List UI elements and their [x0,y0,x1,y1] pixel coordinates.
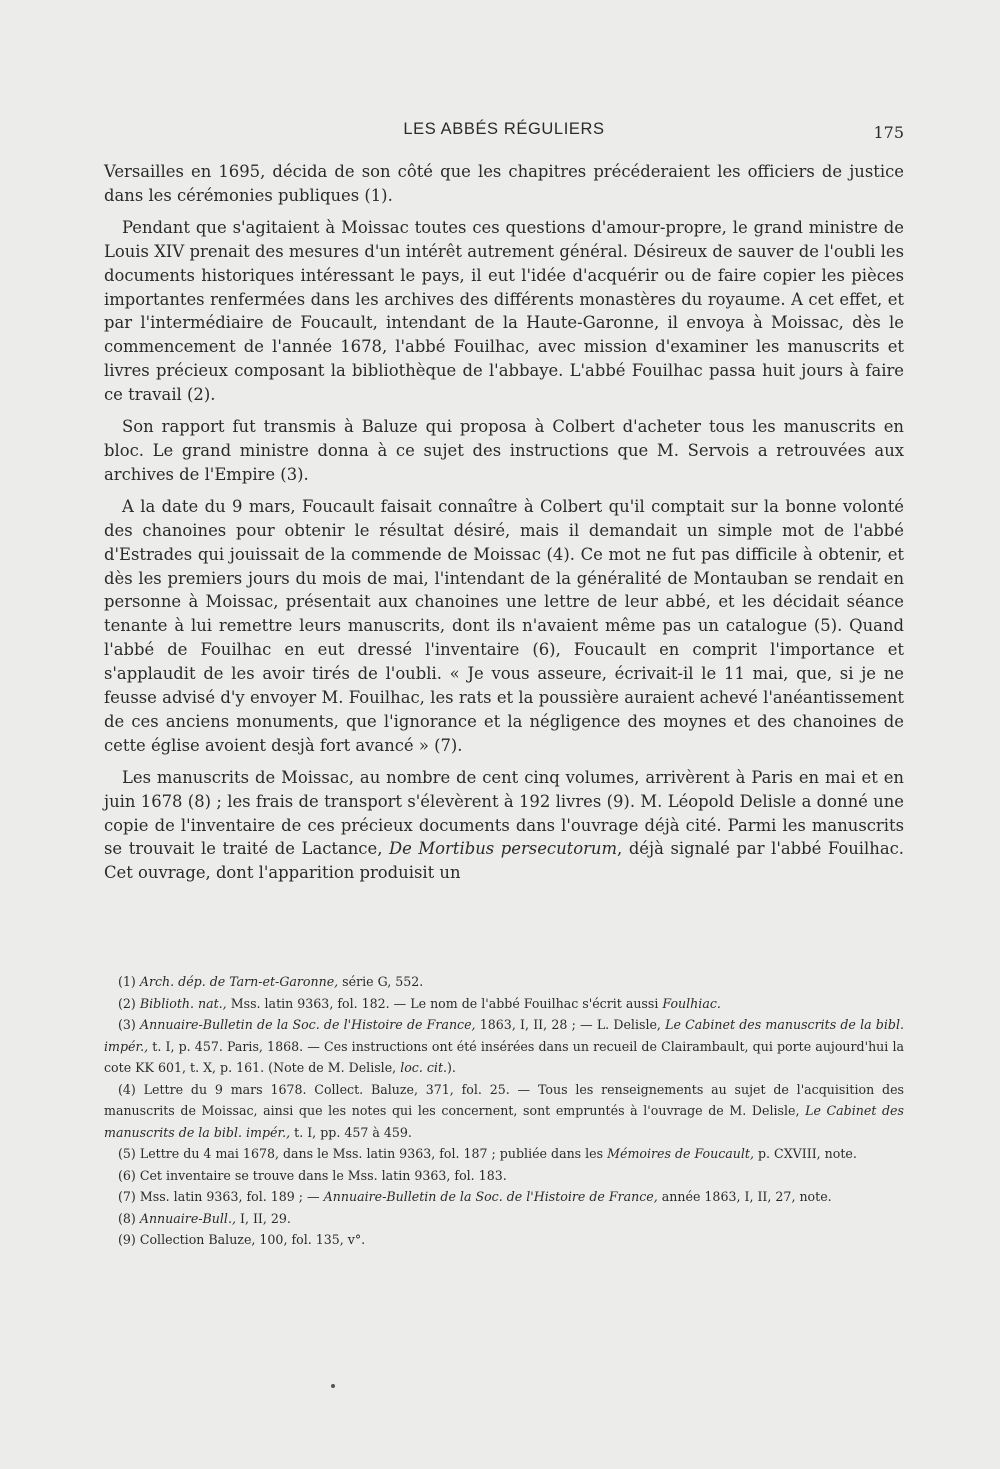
footnote-italic-text: Foulhiac. [662,995,721,1011]
footnote-text: (2) [118,995,140,1011]
footnote-italic-text: loc. cit. [400,1060,448,1075]
footnote-text: (7) Mss. latin 9363, fol. 189 ; — [118,1189,324,1204]
footnote-text: ). [447,1060,456,1075]
footnote-text: année 1863, I, II, 27, note. [657,1189,832,1204]
footnote-6 [104,1165,904,1187]
footnote-3 [104,1014,904,1079]
footnote-text: (6) Cet inventaire se trouve dans le Mss. latin 9363, fol. 183. [118,1167,507,1183]
paragraph-2: Pendant que s'agitaient à Moissac toutes ces questions d'amour-propre, le grand ministre de Louis XIV prenait des mesures d'un intérêt autrement général. Désireux de sauver de l'oubli les documents historiques intéressant le pays, il eut l'idée d'acquérir ou de faire copier les pièces importantes renfermées dans les archives des différents monastères du royaume. A cet effet, et par l'intermédiaire de Foucault, intendant de la Haute-Garonne, il envoya à Moissac, dès le commencement de l'année 1678, l'abbé Fouilhac, avec mission d'examiner les manuscrits et livres précieux composant la bibliothèque de l'abbaye. L'abbé Fouilhac passa huit jours à faire ce travail (2). [104,217,904,405]
footnote-text: (9) Collection Baluze, 100, fol. 135, v°. [118,1232,366,1247]
body-text [104,160,904,893]
ink-speck [331,1384,335,1388]
footnote-4 [104,1079,904,1144]
footnote-text: (1) [118,974,140,989]
footnote-7 [104,1186,904,1208]
paragraph-5 [104,766,904,886]
running-title: LES ABBÉS RÉGULIERS [403,120,605,138]
footnote-text: I, II, 29. [235,1210,291,1226]
footnote-text: t. I, pp. 457 à 459. [290,1124,412,1140]
footnote-5 [104,1143,904,1165]
footnote-text: 1863, I, II, 28 ; — L. Delisle, [475,1017,666,1032]
footnote-text: série G, 552. [338,974,424,989]
footnote-2 [104,993,904,1015]
footnote-italic-text: Le Cabinet des manuscrits de la bibl. impér., [104,1103,904,1140]
footnote-italic-text: Mémoires de Foucault, [607,1146,754,1161]
footnote-9 [104,1229,904,1251]
footnote-italic-text: Biblioth. nat., [139,995,227,1011]
paragraph-5-text: Les manuscrits de Moissac, au nombre de cent cinq volumes, arrivèrent à Paris en mai et en juin 1678 (8) ; les frais de transport s'élevèrent à 192 livres (9). M. Léopold Delisle a donné une copie de l'inventaire de ces précieux documents dans l'ouvrage déjà cité. Parmi les manuscrits se trouvait le traité de Lactance, [104,767,904,859]
book-title-italic: De Mortibus persecutorum [388,839,618,859]
footnote-1 [104,971,904,993]
footnote-text: t. I, p. 457. Paris, 1868. — Ces instructions ont été insérées dans un recueil de Clairambault, qui porte aujourd'hui la cote KK 601, t. X, p. 161. (Note de M. Delisle, [104,1038,904,1075]
footnote-text: (4) Lettre du 9 mars 1678. Collect. Baluze, 371, fol. 25. — Tous les renseignements au sujet de l'acquisition des manuscrits de Moissac, ainsi que les notes qui les concernent, sont empruntés à l'ouvrage de M. Delisle, [104,1081,904,1118]
footnote-text: (8) [118,1210,140,1226]
paragraph-4: A la date du 9 mars, Foucault faisait connaître à Colbert qu'il comptait sur la bonne volonté des chanoines pour obtenir le résultat désiré, mais il demandait un simple mot de l'abbé d'Estrades qui jouissait de la commende de Moissac (4). Ce mot ne fut pas difficile à obtenir, et dès les premiers jours du mois de mai, l'intendant de la généralité de Montauban se rendait en personne à Moissac, présentait aux chanoines une lettre de leur abbé, et les décidait séance tenante à lui remettre leurs manuscrits, dont ils n'avaient même pas un catalogue (5). Quand l'abbé de Fouilhac en eut dressé l'inventaire (6), Foucault en comprit l'importance et s'applaudit de les avoir tirés de l'oubli. « Je vous asseure, écrivait-il le 11 mai, que, si je ne feusse advisé d'y envoyer M. Fouilhac, les rats et la poussière auraient achevé l'anéantissement de ces anciens monuments, que l'ignorance et la négligence des moynes et des chanoines de cette église avoient desjà fort avancé » (7). [104,496,904,755]
footnote-text: p. CXVIII, note. [753,1146,857,1161]
footnote-text: (5) Lettre du 4 mai 1678, dans le Mss. latin 9363, fol. 187 ; publiée dans les [118,1146,608,1161]
footnote-text: (3) [118,1017,141,1032]
page-number: 175 [873,123,904,142]
footnote-text: Mss. latin 9363, fol. 182. — Le nom de l'abbé Fouilhac s'écrit aussi [226,995,663,1011]
page-header [104,120,904,144]
footnote-8 [104,1208,904,1230]
footnote-italic-text: Arch. dép. de Tarn-et-Garonne, [139,974,339,989]
footnote-italic-text: Annuaire-Bull., [139,1210,236,1226]
paragraph-1: Versailles en 1695, décida de son côté que les chapitres précéderaient les officiers de justice dans les cérémonies publiques (1). [104,162,904,205]
footnote-italic-text: Annuaire-Bulletin de la Soc. de l'Histoire de France, [140,1017,476,1032]
footnote-italic-text: Le Cabinet des manuscrits de la bibl. impér., [104,1017,904,1054]
paragraph-3: Son rapport fut transmis à Baluze qui proposa à Colbert d'acheter tous les manuscrits en bloc. Le grand ministre donna à ce sujet des instructions que M. Servois a retrouvées aux archives de l'Empire (3). [104,417,904,484]
footnote-italic-text: Annuaire-Bulletin de la Soc. de l'Histoire de France, [323,1189,658,1204]
footnotes [104,971,904,1251]
paragraph-5-text-end: , déjà signalé par l'abbé Fouilhac. Cet ouvrage, dont l'apparition produisit un [104,839,904,883]
